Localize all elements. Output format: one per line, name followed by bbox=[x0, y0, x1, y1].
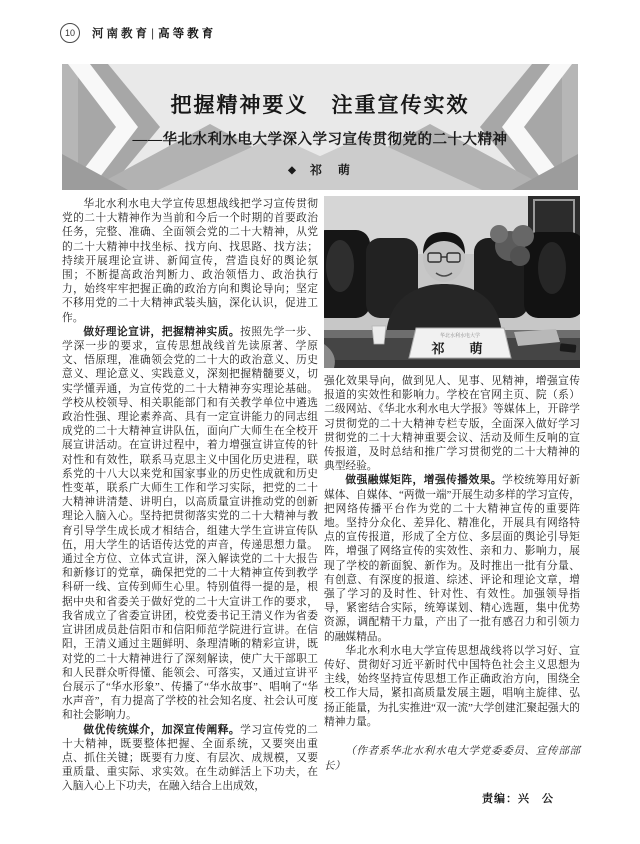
editor-label: 责编： bbox=[482, 793, 518, 806]
author-line bbox=[62, 161, 578, 178]
paragraph-text: 学校统筹用好新媒体、自媒体、“两微一端”开展生动多样的学习宣传，把网络传播平台作为党的二十大精神宣传的重要阵地。坚持分众化、差异化、精准化，开展具有网络特点的宣传报道，形成了全方位、多层面的舆论引导矩阵，增强了网络宣传的实效性、亲和力、影响力，展现了学校的新面貌、新作为。及时推出一批有分量、有创意、有深度的报道、综述、评论和理论文章，增强了学习的及时性、针对性、有效性。加强领导指导，紧密结合实际，统筹谋划、精心选题，集中优势资源，调配精干力量，产出了一批有感召力和引领力的融媒精品。 bbox=[324, 474, 580, 643]
section-title: 高等教育 bbox=[158, 28, 217, 40]
editor-line bbox=[324, 792, 580, 806]
nameplate-name: 祁 萌 bbox=[431, 341, 489, 356]
article-subtitle: ——华北水利水电大学深入学习宣传贯彻党的二十大精神 bbox=[132, 132, 508, 148]
paragraph-text: 强化效果导向，做到见人、见事、见精神，增强宣传报道的实效性和影响力。学校在官网主页、院（系）二级网站、《华北水利水电大学报》等媒体上，开辟学习贯彻党的二十大精神专栏专版，全面深入做好学习贯彻党的二十大精神重要会议、活动及师生反响的宣传报道，及时总结和推广学习贯彻党的二十大精神的典型经验。 bbox=[324, 375, 580, 473]
photo-cup bbox=[372, 326, 386, 344]
paragraph bbox=[62, 325, 318, 723]
editor-name: 兴 公 bbox=[518, 793, 554, 806]
title-banner bbox=[62, 64, 578, 190]
article-title: 把握精神要义 注重宣传实效 bbox=[170, 94, 470, 117]
paragraph-text: 华北水利水电大学宣传思想战线将以学习好、宣传好、贯彻好习近平新时代中国特色社会主义思想为主线，始终坚持宣传思想工作正确政治方向，围绕全校工作大局，紧扣高质量发展主题，唱响主旋律、弘扬正能量，为扎实推进“双一流”大学创建汇聚起强大的精神力量。 bbox=[324, 644, 580, 728]
paragraph bbox=[324, 374, 580, 473]
paragraph-lead: 做强融媒矩阵，增强传播效果。 bbox=[345, 474, 503, 487]
paragraph-lead: 做好理论宣讲，把握精神实质。 bbox=[83, 325, 241, 338]
nameplate-header: 华北水利水电大学 bbox=[439, 334, 481, 339]
page-number-badge: 10 bbox=[60, 23, 80, 43]
paragraph bbox=[62, 723, 318, 794]
left-column bbox=[62, 197, 318, 812]
diamond-bullet-icon: ◆ bbox=[288, 165, 298, 176]
paragraph bbox=[62, 197, 318, 325]
paragraph-text: 按照先学一步、学深一步的要求，宣传思想战线首先读原著、学原文、悟原理，准确领会党的二十大的政治意义、历史意义、理论意义、实践意义，深刻把握精髓要义，切实学懂弄通，为宣传党的二十大精神夯实理论基础。学校从校领导、相关职能部门和有关教学单位中遴选政治性强、理论素养高、具有一定宣讲能力的同志组成党的二十大精神宣讲队伍，面向广大师生在全校开展宣讲活动。在宣讲过程中，着力增强宣讲宣传的针对性和有效性，联系马克思主义中国化历史进程，联系党的十八大以来党和国家事业的历史性成就和历史性变革，联系广大师生工作和学习实际，把党的二十大精神讲清楚、讲明白，以高质量宣讲推动党的创新理论入脑入心。坚持把贯彻落实党的二十大精神与教育引导学生成长成才相结合，组建大学生宣讲宣传队伍，用大学生的话语传达党的声音，传递思想力量。通过全方位、立体式宣讲，深入解读党的二十大报告和新修订的党章，确保把党的二十大精神宣传到教学科研一线、宣传到师生心里。特别值得一提的是，根据中央和省委关于做好党的二十大宣讲工作的要求，我省成立了省委宣讲团，校党委书记王清义作为省委宣讲团成员赴信阳市和信阳师范学院进行宣讲。在信阳，王清义通过主题鲜明、条理清晰的精彩宣讲，既对党的二十大精神进行了深刻解读，使广大干部职工和人民群众听得懂、能领会、可落实，又通过宣讲平台展示了“华水形象”、传播了“华水故事”、唱响了“华水声音”，有力提高了学校的社会知名度、社会认可度和社会影响力。 bbox=[62, 325, 318, 722]
header-divider: | bbox=[151, 26, 155, 40]
paragraph-lead: 做优传统媒介，加深宣传阐释。 bbox=[83, 723, 241, 736]
paragraph-text: 学习宣传党的二十大精神，既要整体把握、全面系统，又要突出重点、抓住关键；既要有力度、有层次、成规模，又要重质量、重实际、求实效。在生动鲜活上下功夫，在入脑入心上下功夫，在融入结合上出成效， bbox=[62, 723, 318, 793]
author-name: 祁 萌 bbox=[309, 163, 352, 177]
article-photo bbox=[324, 196, 580, 368]
banner-text bbox=[62, 89, 578, 178]
journal-title: 河南教育 bbox=[92, 28, 150, 40]
paragraph bbox=[324, 473, 580, 643]
author-credit: （作者系华北水利水电大学党委委员、宣传部部长） bbox=[324, 746, 580, 773]
paragraph-text: 华北水利水电大学宣传思想战线把学习宣传贯彻党的二十大精神作为当前和今后一个时期的首要政治任务，完整、准确、全面领会党的二十大精神，从党的二十大精神中找坐标、找方向、找思路、找方法；持续开展理论宣讲、新闻宣传，营造良好的舆论氛围；不断提高政治判断力、政治领悟力、政治执行力，始终牢牢把握正确的政治方向和舆论导向；坚定不移用党的二十大精神武装头脑，深化认识，促进工作。 bbox=[62, 198, 318, 324]
running-head bbox=[60, 23, 216, 43]
right-column bbox=[324, 196, 580, 806]
photo-nameplate bbox=[409, 328, 511, 358]
article-photo-illustration bbox=[324, 196, 580, 368]
paragraph bbox=[324, 644, 580, 729]
